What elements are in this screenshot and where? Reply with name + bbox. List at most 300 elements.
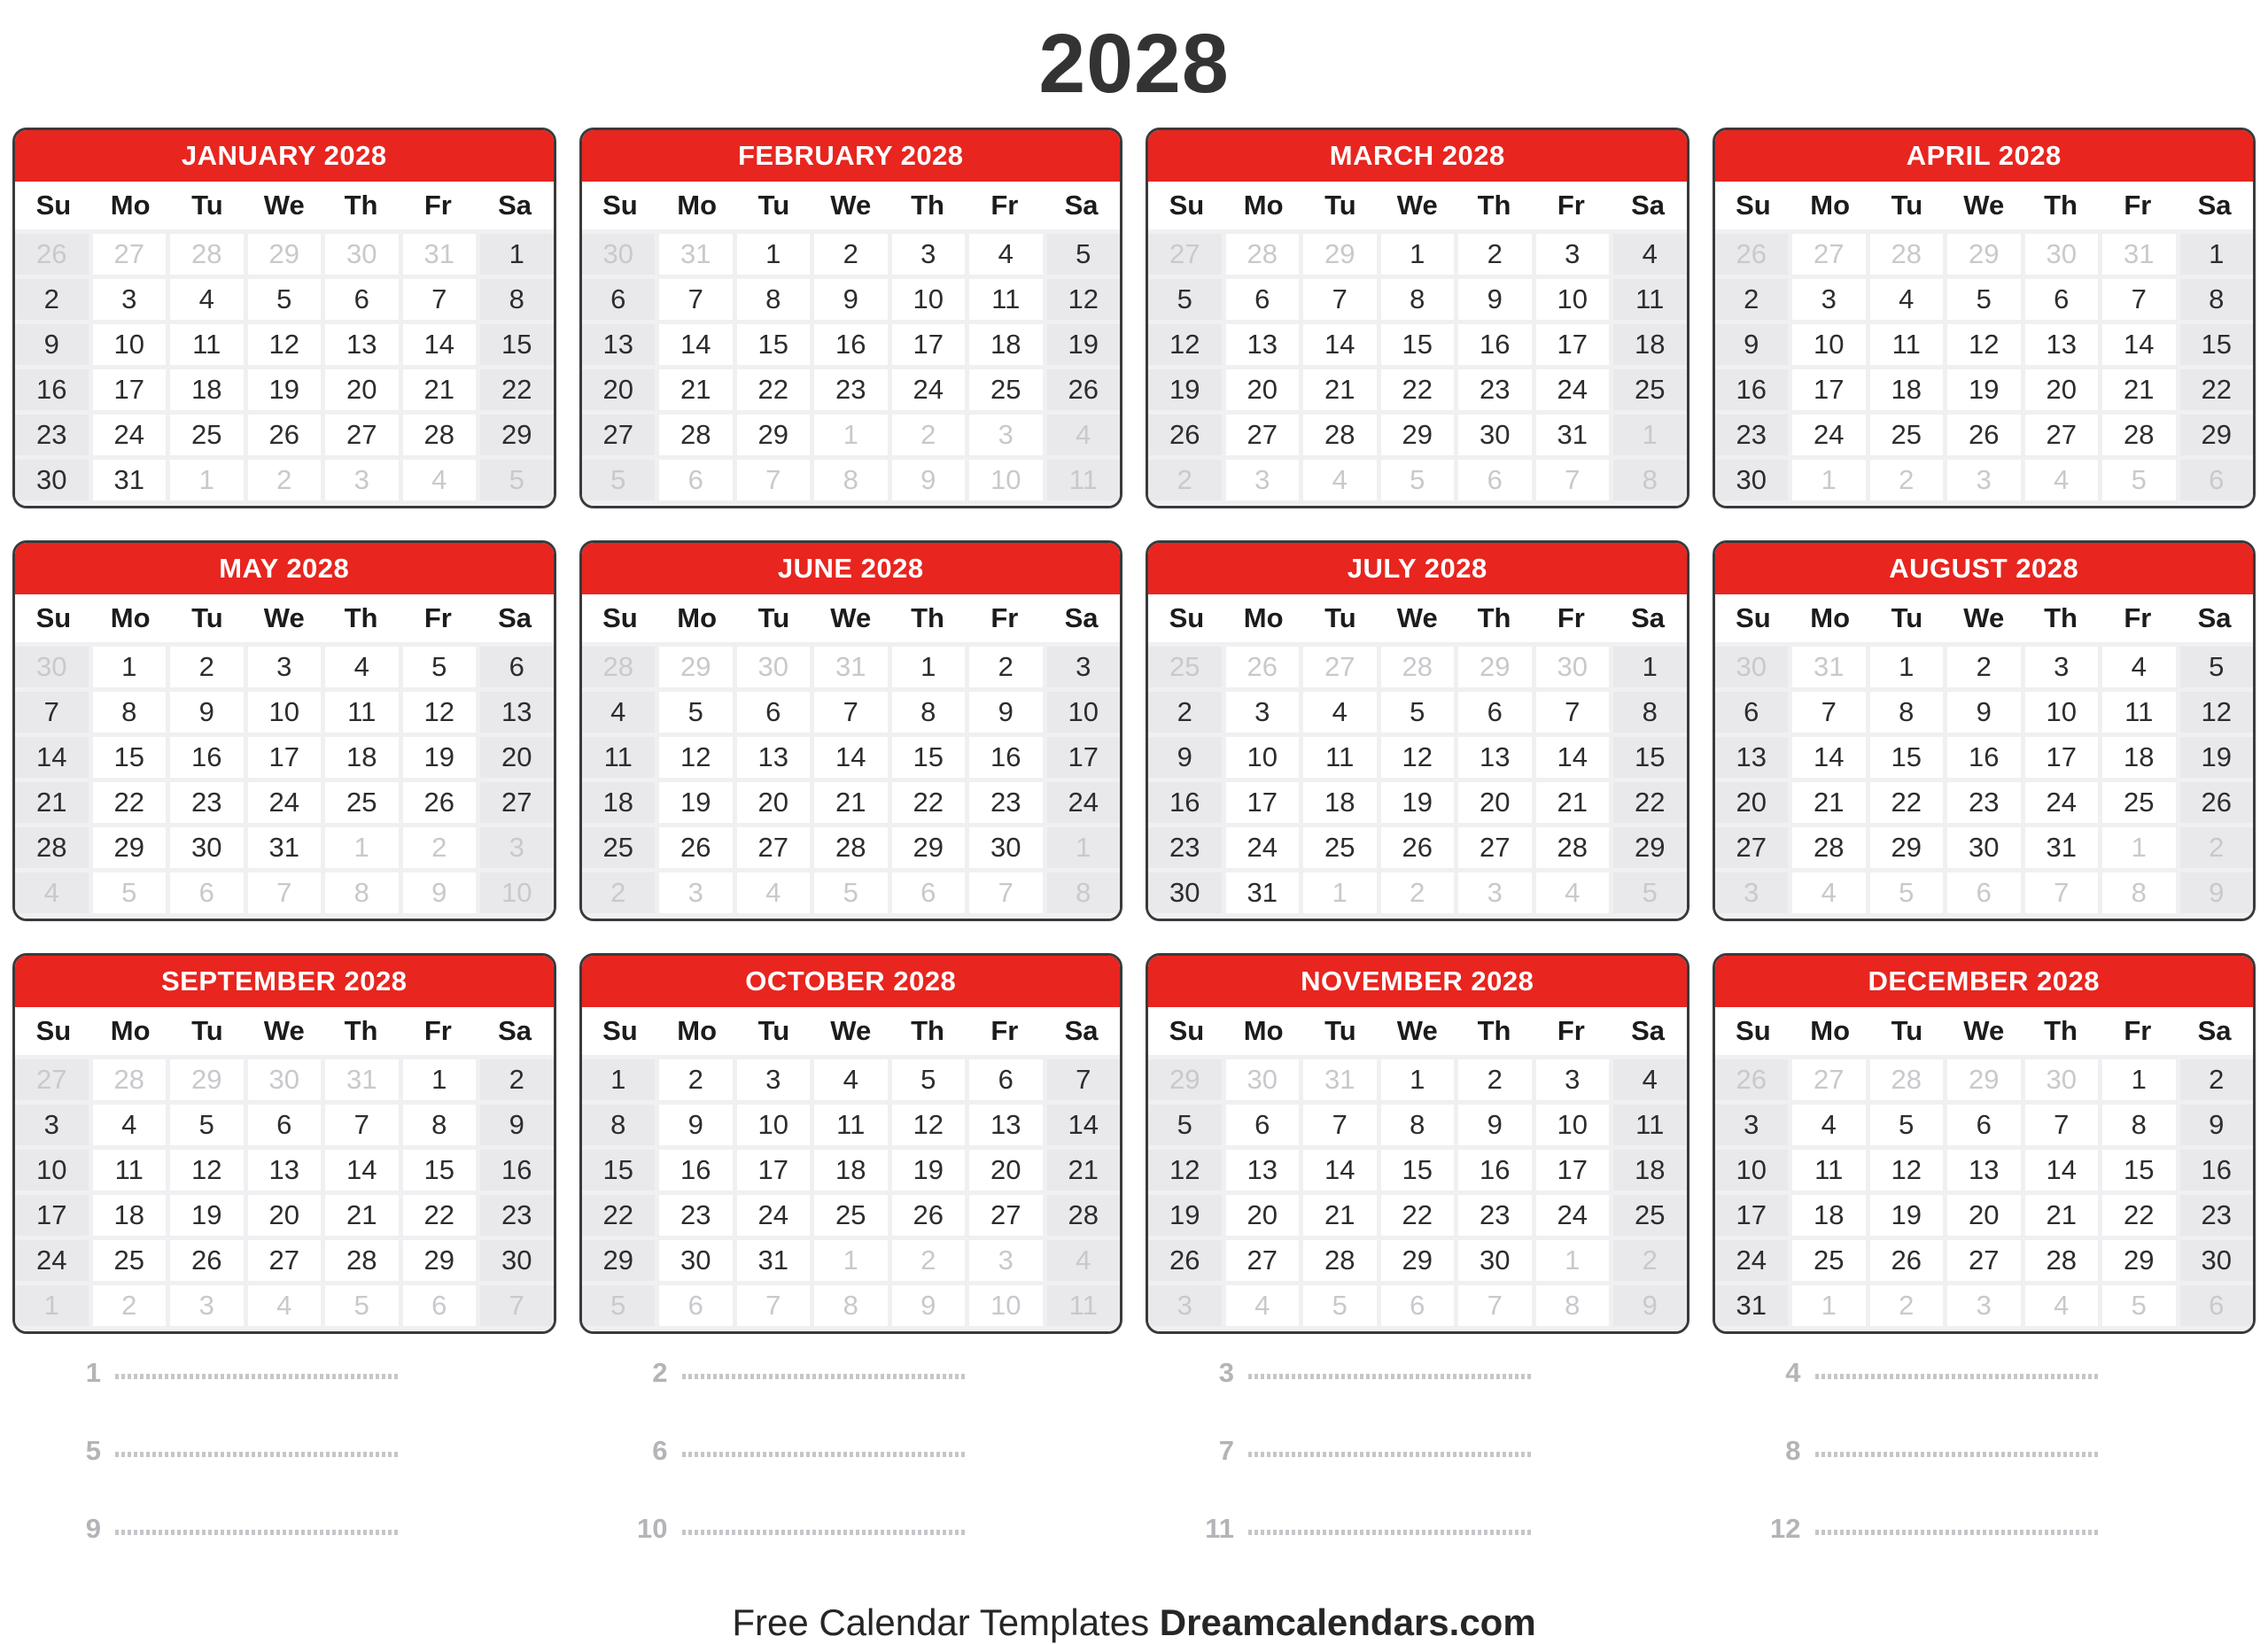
day-cell: 1 (1613, 647, 1687, 687)
weekday-header-row (15, 594, 554, 642)
day-cell: 30 (15, 647, 89, 687)
day-cell: 29 (1870, 827, 1944, 868)
day-cell: 11 (1792, 1150, 1866, 1190)
day-cell: 20 (480, 737, 554, 778)
weekday-label: Fr (990, 602, 1019, 633)
weekday-label: Su (35, 1015, 72, 1046)
weekday-label: Th (1477, 1015, 1511, 1046)
weekday-header-row (15, 182, 554, 229)
weekday-label: We (1963, 602, 2005, 633)
day-cell: 18 (1613, 1150, 1687, 1190)
day-cell: 26 (1870, 1240, 1944, 1281)
month-header (1148, 956, 1687, 1007)
day-cell: 16 (1458, 1150, 1532, 1190)
day-cell: 21 (659, 369, 733, 410)
day-cell: 2 (403, 827, 477, 868)
day-cell: 2 (2180, 827, 2254, 868)
day-cell: 5 (582, 460, 656, 500)
weekday-label: We (263, 1015, 305, 1046)
day-cell: 4 (2025, 460, 2099, 500)
weekday-header-row (582, 182, 1121, 229)
day-cell: 17 (1226, 782, 1300, 823)
days-grid (582, 1055, 1121, 1331)
day-cell: 21 (403, 369, 477, 410)
day-cell: 10 (93, 324, 167, 365)
day-cell: 7 (1536, 460, 1610, 500)
day-cell: 22 (737, 369, 811, 410)
day-cell: 24 (1715, 1240, 1789, 1281)
day-cell: 25 (325, 782, 399, 823)
weekday-label: Sa (1631, 1015, 1666, 1046)
day-cell: 26 (15, 234, 89, 275)
day-cell: 9 (892, 1285, 966, 1326)
note-line (1146, 1506, 1689, 1552)
weekday-label: Mo (1243, 602, 1284, 633)
month-september (12, 953, 556, 1334)
day-cell: 3 (1715, 1105, 1789, 1145)
day-cell: 23 (2180, 1195, 2254, 1236)
day-cell: 29 (1458, 647, 1532, 687)
day-cell: 29 (1381, 415, 1455, 455)
day-cell: 11 (1613, 279, 1687, 320)
day-cell: 4 (1792, 1105, 1866, 1145)
note-dotted-line (1248, 1452, 1532, 1457)
day-cell: 26 (1947, 415, 2021, 455)
day-cell: 9 (1148, 737, 1222, 778)
day-cell: 24 (1047, 782, 1121, 823)
note-line (12, 1506, 556, 1552)
day-cell: 11 (1303, 737, 1377, 778)
day-cell: 3 (659, 872, 733, 913)
day-cell: 3 (1792, 279, 1866, 320)
weekday-label: Tu (757, 602, 790, 633)
weekday-label: Th (1477, 602, 1511, 633)
day-cell: 2 (248, 460, 322, 500)
day-cell: 7 (480, 1285, 554, 1326)
day-cell: 27 (1148, 234, 1222, 275)
note-number: 1 (85, 1357, 101, 1388)
day-cell: 30 (1715, 647, 1789, 687)
day-cell: 17 (248, 737, 322, 778)
day-cell: 29 (93, 827, 167, 868)
day-cell: 8 (1613, 460, 1687, 500)
day-cell: 5 (93, 872, 167, 913)
weekday-label: Th (911, 190, 944, 221)
day-cell: 5 (403, 647, 477, 687)
day-cell: 2 (814, 234, 888, 275)
day-cell: 2 (1870, 1285, 1944, 1326)
month-april (1713, 128, 2256, 508)
day-cell: 17 (1715, 1195, 1789, 1236)
month-header (582, 543, 1121, 594)
month-header (15, 130, 554, 182)
day-cell: 28 (1303, 415, 1377, 455)
day-cell: 6 (1381, 1285, 1455, 1326)
day-cell: 20 (1226, 369, 1300, 410)
day-cell: 6 (1458, 692, 1532, 733)
day-cell: 22 (1613, 782, 1687, 823)
day-cell: 25 (969, 369, 1043, 410)
day-cell: 20 (1715, 782, 1789, 823)
day-cell: 7 (1792, 692, 1866, 733)
note-line (579, 1350, 1123, 1396)
day-cell: 23 (15, 415, 89, 455)
day-cell: 11 (1613, 1105, 1687, 1145)
day-cell: 13 (1715, 737, 1789, 778)
day-cell: 17 (1536, 324, 1610, 365)
note-line (12, 1350, 556, 1396)
day-cell: 1 (1381, 234, 1455, 275)
day-cell: 10 (1536, 279, 1610, 320)
month-header (1148, 543, 1687, 594)
day-cell: 14 (1536, 737, 1610, 778)
day-cell: 12 (248, 324, 322, 365)
day-cell: 13 (737, 737, 811, 778)
day-cell: 9 (403, 872, 477, 913)
day-cell: 19 (1047, 324, 1121, 365)
day-cell: 23 (1458, 369, 1532, 410)
day-cell: 8 (480, 279, 554, 320)
day-cell: 7 (403, 279, 477, 320)
day-cell: 20 (2025, 369, 2099, 410)
day-cell: 29 (582, 1240, 656, 1281)
day-cell: 2 (1458, 234, 1532, 275)
day-cell: 4 (325, 647, 399, 687)
weekday-label: Fr (1557, 602, 1585, 633)
day-cell: 7 (659, 279, 733, 320)
day-cell: 1 (892, 647, 966, 687)
day-cell: 23 (1715, 415, 1789, 455)
note-number: 4 (1785, 1357, 1801, 1388)
day-cell: 14 (2102, 324, 2176, 365)
weekday-label: Tu (1891, 602, 1923, 633)
month-title: AUGUST 2028 (1889, 553, 2079, 584)
day-cell: 10 (480, 872, 554, 913)
day-cell: 28 (582, 647, 656, 687)
day-cell: 8 (93, 692, 167, 733)
day-cell: 15 (93, 737, 167, 778)
day-cell: 27 (1226, 415, 1300, 455)
day-cell: 10 (892, 279, 966, 320)
day-cell: 15 (403, 1150, 477, 1190)
month-title: MAY 2028 (219, 553, 350, 584)
day-cell: 18 (1303, 782, 1377, 823)
day-cell: 13 (582, 324, 656, 365)
day-cell: 8 (814, 1285, 888, 1326)
day-cell: 24 (1226, 827, 1300, 868)
day-cell: 28 (403, 415, 477, 455)
day-cell: 26 (170, 1240, 244, 1281)
day-cell: 27 (1715, 827, 1789, 868)
weekday-label: We (1396, 1015, 1438, 1046)
day-cell: 30 (1148, 872, 1222, 913)
day-cell: 21 (15, 782, 89, 823)
day-cell: 16 (1715, 369, 1789, 410)
day-cell: 19 (2180, 737, 2254, 778)
day-cell: 27 (582, 415, 656, 455)
weekday-header-row (582, 594, 1121, 642)
day-cell: 7 (2102, 279, 2176, 320)
day-cell: 29 (1148, 1059, 1222, 1100)
day-cell: 3 (15, 1105, 89, 1145)
day-cell: 1 (1047, 827, 1121, 868)
days-grid (1148, 1055, 1687, 1331)
day-cell: 15 (892, 737, 966, 778)
days-grid (1148, 229, 1687, 506)
weekday-label: Tu (1324, 190, 1356, 221)
day-cell: 24 (1536, 369, 1610, 410)
day-cell: 13 (1947, 1150, 2021, 1190)
day-cell: 6 (582, 279, 656, 320)
day-cell: 13 (1458, 737, 1532, 778)
day-cell: 5 (2102, 1285, 2176, 1326)
day-cell: 1 (325, 827, 399, 868)
weekday-label: Sa (498, 602, 532, 633)
day-cell: 25 (1148, 647, 1222, 687)
day-cell: 9 (814, 279, 888, 320)
day-cell: 28 (2025, 1240, 2099, 1281)
day-cell: 30 (1458, 415, 1532, 455)
day-cell: 25 (582, 827, 656, 868)
day-cell: 19 (659, 782, 733, 823)
note-number: 10 (637, 1513, 668, 1544)
day-cell: 27 (15, 1059, 89, 1100)
day-cell: 12 (659, 737, 733, 778)
day-cell: 30 (325, 234, 399, 275)
day-cell: 30 (480, 1240, 554, 1281)
weekday-label: Su (1736, 1015, 1771, 1046)
day-cell: 3 (1947, 1285, 2021, 1326)
weekday-label: Th (911, 1015, 944, 1046)
day-cell: 17 (892, 324, 966, 365)
day-cell: 13 (2025, 324, 2099, 365)
days-grid (15, 229, 554, 506)
day-cell: 25 (1613, 369, 1687, 410)
day-cell: 28 (659, 415, 733, 455)
day-cell: 10 (969, 1285, 1043, 1326)
day-cell: 23 (170, 782, 244, 823)
day-cell: 22 (582, 1195, 656, 1236)
weekday-label: Tu (191, 1015, 223, 1046)
month-title: JULY 2028 (1347, 553, 1487, 584)
day-cell: 26 (1381, 827, 1455, 868)
weekday-label: Su (602, 1015, 638, 1046)
day-cell: 19 (892, 1150, 966, 1190)
day-cell: 8 (403, 1105, 477, 1145)
day-cell: 20 (582, 369, 656, 410)
note-number: 9 (85, 1513, 101, 1544)
day-cell: 18 (1613, 324, 1687, 365)
day-cell: 22 (403, 1195, 477, 1236)
day-cell: 31 (2102, 234, 2176, 275)
month-title: MARCH 2028 (1329, 140, 1505, 171)
weekday-label: Mo (1243, 1015, 1284, 1046)
day-cell: 29 (737, 415, 811, 455)
note-dotted-line (115, 1530, 399, 1535)
day-cell: 31 (93, 460, 167, 500)
day-cell: 22 (892, 782, 966, 823)
weekday-header-row (1715, 1007, 2254, 1055)
month-title: JANUARY 2028 (181, 140, 387, 171)
day-cell: 9 (969, 692, 1043, 733)
day-cell: 4 (737, 872, 811, 913)
day-cell: 22 (93, 782, 167, 823)
day-cell: 3 (1226, 460, 1300, 500)
note-line (1146, 1350, 1689, 1396)
weekday-label: Sa (1064, 602, 1099, 633)
day-cell: 8 (1381, 279, 1455, 320)
day-cell: 27 (248, 1240, 322, 1281)
day-cell: 8 (814, 460, 888, 500)
day-cell: 2 (1947, 647, 2021, 687)
day-cell: 12 (2180, 692, 2254, 733)
day-cell: 8 (892, 692, 966, 733)
day-cell: 19 (170, 1195, 244, 1236)
day-cell: 28 (170, 234, 244, 275)
note-dotted-line (682, 1452, 966, 1457)
weekday-label: We (1396, 190, 1438, 221)
day-cell: 26 (248, 415, 322, 455)
month-february (579, 128, 1123, 508)
month-title: JUNE 2028 (777, 553, 924, 584)
day-cell: 31 (659, 234, 733, 275)
day-cell: 16 (969, 737, 1043, 778)
weekday-label: Tu (191, 602, 223, 633)
day-cell: 10 (1536, 1105, 1610, 1145)
weekday-label: Fr (990, 190, 1019, 221)
day-cell: 26 (1047, 369, 1121, 410)
day-cell: 29 (892, 827, 966, 868)
day-cell: 29 (480, 415, 554, 455)
day-cell: 4 (1047, 415, 1121, 455)
day-cell: 28 (1792, 827, 1866, 868)
day-cell: 2 (1148, 692, 1222, 733)
day-cell: 21 (1792, 782, 1866, 823)
weekday-label: Th (2044, 1015, 2078, 1046)
day-cell: 21 (2025, 1195, 2099, 1236)
day-cell: 1 (93, 647, 167, 687)
day-cell: 15 (2180, 324, 2254, 365)
day-cell: 5 (1148, 279, 1222, 320)
weekday-label: Th (1477, 190, 1511, 221)
day-cell: 6 (2180, 1285, 2254, 1326)
day-cell: 13 (480, 692, 554, 733)
month-header (582, 956, 1121, 1007)
day-cell: 13 (1226, 1150, 1300, 1190)
day-cell: 20 (325, 369, 399, 410)
weekday-label: Tu (757, 1015, 790, 1046)
day-cell: 10 (248, 692, 322, 733)
day-cell: 24 (93, 415, 167, 455)
day-cell: 2 (1458, 1059, 1532, 1100)
weekday-label: Mo (1810, 1015, 1851, 1046)
day-cell: 16 (814, 324, 888, 365)
day-cell: 26 (403, 782, 477, 823)
day-cell: 19 (1148, 369, 1222, 410)
weekday-label: We (830, 602, 872, 633)
day-cell: 24 (1536, 1195, 1610, 1236)
month-header (1715, 130, 2254, 182)
day-cell: 2 (1715, 279, 1789, 320)
day-cell: 8 (325, 872, 399, 913)
month-july (1146, 540, 1689, 921)
day-cell: 1 (1792, 1285, 1866, 1326)
weekday-label: Sa (498, 190, 532, 221)
day-cell: 7 (2025, 1105, 2099, 1145)
weekday-header-row (1148, 1007, 1687, 1055)
day-cell: 26 (659, 827, 733, 868)
note-line (12, 1428, 556, 1474)
weekday-label: Mo (677, 1015, 718, 1046)
day-cell: 23 (1148, 827, 1222, 868)
weekday-label: Tu (1324, 1015, 1356, 1046)
day-cell: 2 (2180, 1059, 2254, 1100)
day-cell: 1 (1870, 647, 1944, 687)
day-cell: 29 (403, 1240, 477, 1281)
day-cell: 8 (2180, 279, 2254, 320)
month-october (579, 953, 1123, 1334)
day-cell: 9 (15, 324, 89, 365)
day-cell: 21 (1536, 782, 1610, 823)
weekday-label: Sa (498, 1015, 532, 1046)
day-cell: 8 (1047, 872, 1121, 913)
day-cell: 29 (248, 234, 322, 275)
weekday-label: Fr (1557, 1015, 1585, 1046)
day-cell: 5 (170, 1105, 244, 1145)
weekday-label: We (830, 190, 872, 221)
note-number: 3 (1218, 1357, 1234, 1388)
days-grid (582, 229, 1121, 506)
day-cell: 6 (1947, 1105, 2021, 1145)
day-cell: 27 (1792, 234, 1866, 275)
day-cell: 4 (1226, 1285, 1300, 1326)
weekday-label: Mo (110, 190, 151, 221)
day-cell: 26 (1715, 234, 1789, 275)
day-cell: 3 (969, 1240, 1043, 1281)
day-cell: 5 (325, 1285, 399, 1326)
weekday-header-row (1148, 182, 1687, 229)
day-cell: 1 (1613, 415, 1687, 455)
day-cell: 1 (582, 1059, 656, 1100)
day-cell: 29 (2102, 1240, 2176, 1281)
note-dotted-line (1815, 1530, 2099, 1535)
day-cell: 10 (1226, 737, 1300, 778)
month-title: DECEMBER 2028 (1868, 965, 2100, 996)
day-cell: 2 (1381, 872, 1455, 913)
day-cell: 15 (480, 324, 554, 365)
day-cell: 18 (969, 324, 1043, 365)
weekday-label: Sa (1631, 190, 1666, 221)
day-cell: 4 (1870, 279, 1944, 320)
day-cell: 31 (2025, 827, 2099, 868)
day-cell: 12 (1148, 1150, 1222, 1190)
day-cell: 5 (1381, 692, 1455, 733)
day-cell: 20 (737, 782, 811, 823)
day-cell: 22 (480, 369, 554, 410)
day-cell: 9 (1458, 1105, 1532, 1145)
day-cell: 8 (2102, 1105, 2176, 1145)
weekday-label: Mo (110, 1015, 151, 1046)
weekday-label: Su (602, 602, 638, 633)
day-cell: 9 (1715, 324, 1789, 365)
day-cell: 18 (325, 737, 399, 778)
day-cell: 30 (15, 460, 89, 500)
days-grid (582, 642, 1121, 919)
day-cell: 1 (814, 1240, 888, 1281)
day-cell: 22 (1381, 1195, 1455, 1236)
day-cell: 7 (1458, 1285, 1532, 1326)
day-cell: 18 (814, 1150, 888, 1190)
